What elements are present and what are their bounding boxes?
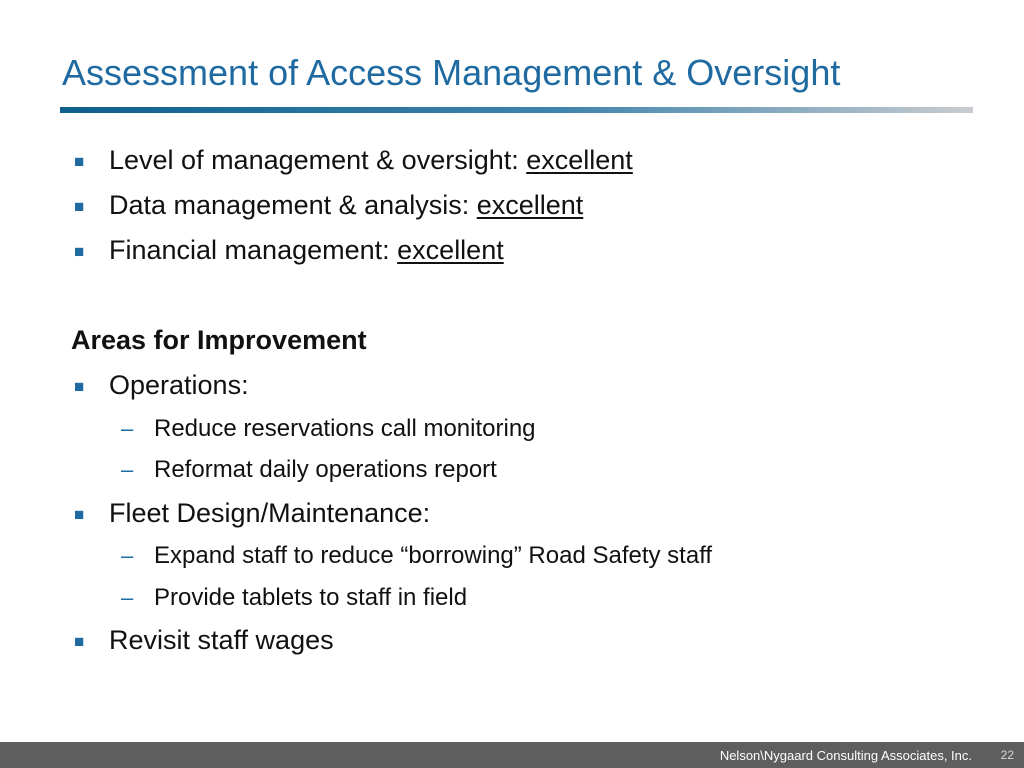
- bullet-icon: ■: [74, 152, 85, 171]
- bullet-icon: ■: [74, 377, 85, 396]
- improvement-subitem: Expand staff to reduce “borrowing” Road Safety staff: [154, 542, 713, 569]
- slide-title: Assessment of Access Management & Oversight: [62, 52, 841, 93]
- improvement-subitem: Reduce reservations call monitoring: [154, 415, 536, 442]
- rating-label: Level of management & oversight:: [109, 145, 527, 175]
- rating-label: Financial management:: [109, 235, 398, 265]
- rating-item: [109, 145, 633, 176]
- improvement-item: Operations:: [109, 370, 249, 400]
- bullet-icon: ■: [74, 197, 85, 216]
- footer-bar: [0, 742, 1024, 768]
- improvement-item: Revisit staff wages: [109, 625, 334, 655]
- dash-icon: –: [121, 543, 134, 568]
- bullet-icon: ■: [74, 505, 85, 524]
- rating-label: Data management & analysis:: [109, 190, 477, 220]
- improvement-item: Fleet Design/Maintenance:: [109, 498, 431, 528]
- rating-value: excellent: [397, 235, 504, 265]
- dash-icon: –: [121, 416, 134, 441]
- rating-value: excellent: [526, 145, 633, 175]
- dash-icon: –: [121, 457, 134, 482]
- rating-item: [109, 190, 583, 221]
- rating-value: excellent: [476, 190, 584, 220]
- rating-item: [109, 235, 504, 266]
- improvement-subitem: Provide tablets to staff in field: [154, 584, 468, 611]
- title-divider: [60, 107, 973, 113]
- dash-icon: –: [121, 585, 134, 610]
- improvement-heading: Areas for Improvement: [71, 325, 367, 355]
- improvement-subitem: Reformat daily operations report: [154, 456, 497, 483]
- footer-company: Nelson\Nygaard Consulting Associates, Inc.: [719, 748, 972, 763]
- page-number: 22: [1000, 748, 1014, 762]
- bullet-icon: ■: [74, 242, 85, 261]
- bullet-icon: ■: [74, 632, 85, 651]
